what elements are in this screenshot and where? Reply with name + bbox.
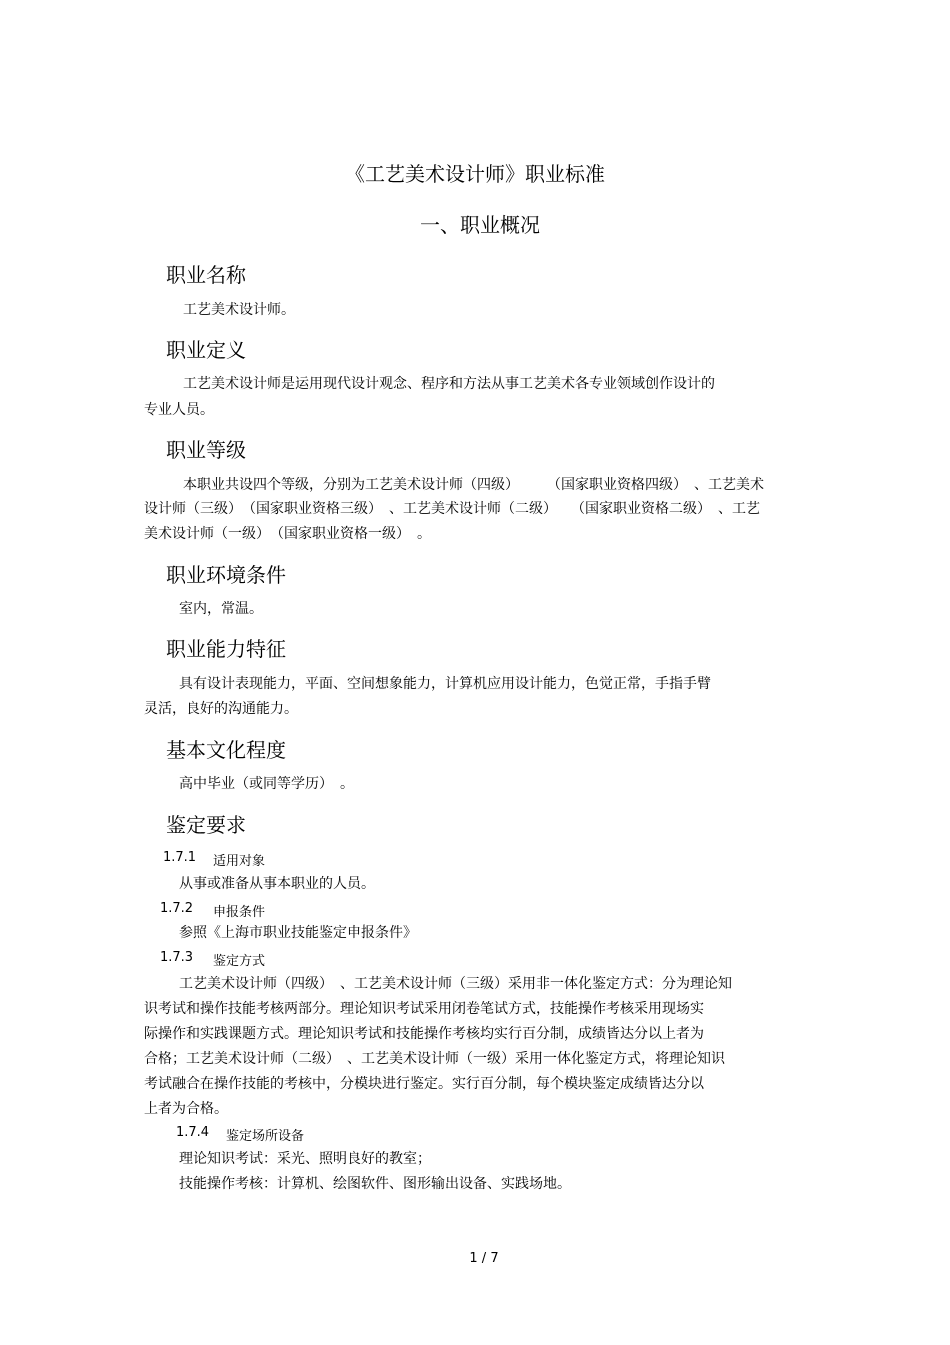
subsection-text: 从事或准备从事本职业的人员。 [179, 876, 375, 892]
ability-line: 具有设计表现能力，平面、空间想象能力，计算机应用设计能力，色觉正常，手指手臂 [179, 676, 711, 692]
section-text-education: 高中毕业（或同等学历） 。 [179, 776, 354, 792]
subsection-text: 际操作和实践课题方式。理论知识考试和技能操作考核均实行百分制，成绩皆达分以上者为 [144, 1026, 704, 1042]
document-title: 《工艺美术设计师》职业标准 [345, 162, 605, 186]
section-text-name: 工艺美术设计师。 [183, 302, 295, 318]
subsection-number: 1.7.2 [160, 901, 194, 916]
ability-line: 灵活，良好的沟通能力。 [144, 701, 298, 717]
page-indicator: 1 / 7 [469, 1251, 499, 1266]
definition-line: 工艺美术设计师是运用现代设计观念、程序和方法从事工艺美术各专业领域创作设计的 [183, 376, 715, 392]
subsection-label: 鉴定场所设备 [226, 1129, 305, 1144]
section-text-environment: 室内，常温。 [179, 601, 263, 617]
subsection-text: 工艺美术设计师（四级） 、工艺美术设计师（三级）采用非一体化鉴定方式：分为理论知 [179, 976, 732, 992]
subsection-label: 申报条件 [213, 905, 266, 920]
grades-line: 美术设计师（一级） （国家职业资格一级） 。 [144, 526, 431, 542]
section-heading-environment: 职业环境条件 [166, 563, 286, 587]
subsection-text: 上者为合格。 [144, 1101, 228, 1117]
section-heading-education: 基本文化程度 [166, 738, 286, 762]
subsection-label: 鉴定方式 [213, 954, 266, 969]
section-heading-grades: 职业等级 [166, 438, 246, 462]
subsection-number: 1.7.3 [160, 950, 194, 965]
section-heading-ability: 职业能力特征 [166, 637, 286, 661]
subsection-number: 1.7.4 [176, 1125, 210, 1140]
subsection-text: 参照《上海市职业技能鉴定申报条件》 [179, 925, 417, 941]
grades-line: 本职业共设四个等级，分别为工艺美术设计师（四级） （国家职业资格四级） 、工艺美术 [183, 477, 764, 493]
subsection-label: 适用对象 [213, 854, 266, 869]
subsection-text: 考试融合在操作技能的考核中，分模块进行鉴定。实行百分制，每个模块鉴定成绩皆达分以 [144, 1076, 704, 1092]
grades-line: 设计师（三级） （国家职业资格三级） 、工艺美术设计师（二级） （国家职业资格二级） 、工艺 [144, 501, 760, 517]
subsection-text: 合格；工艺美术设计师（二级） 、工艺美术设计师（一级）采用一体化鉴定方式，将理论知识 [144, 1051, 725, 1067]
section-heading-name: 职业名称 [166, 263, 246, 287]
subsection-text: 识考试和操作技能考核两部分。理论知识考试采用闭卷笔试方式，技能操作考核采用现场实 [144, 1001, 704, 1017]
subsection-text: 技能操作考核：计算机、绘图软件、图形输出设备、实践场地。 [179, 1176, 571, 1192]
section-heading-appraisal: 鉴定要求 [166, 813, 246, 837]
subsection-number: 1.7.1 [163, 850, 197, 865]
subsection-text: 理论知识考试：采光、照明良好的教室； [179, 1151, 431, 1167]
chapter-heading: 一、职业概况 [420, 213, 540, 237]
definition-line: 专业人员。 [144, 402, 214, 418]
section-heading-definition: 职业定义 [166, 338, 246, 362]
